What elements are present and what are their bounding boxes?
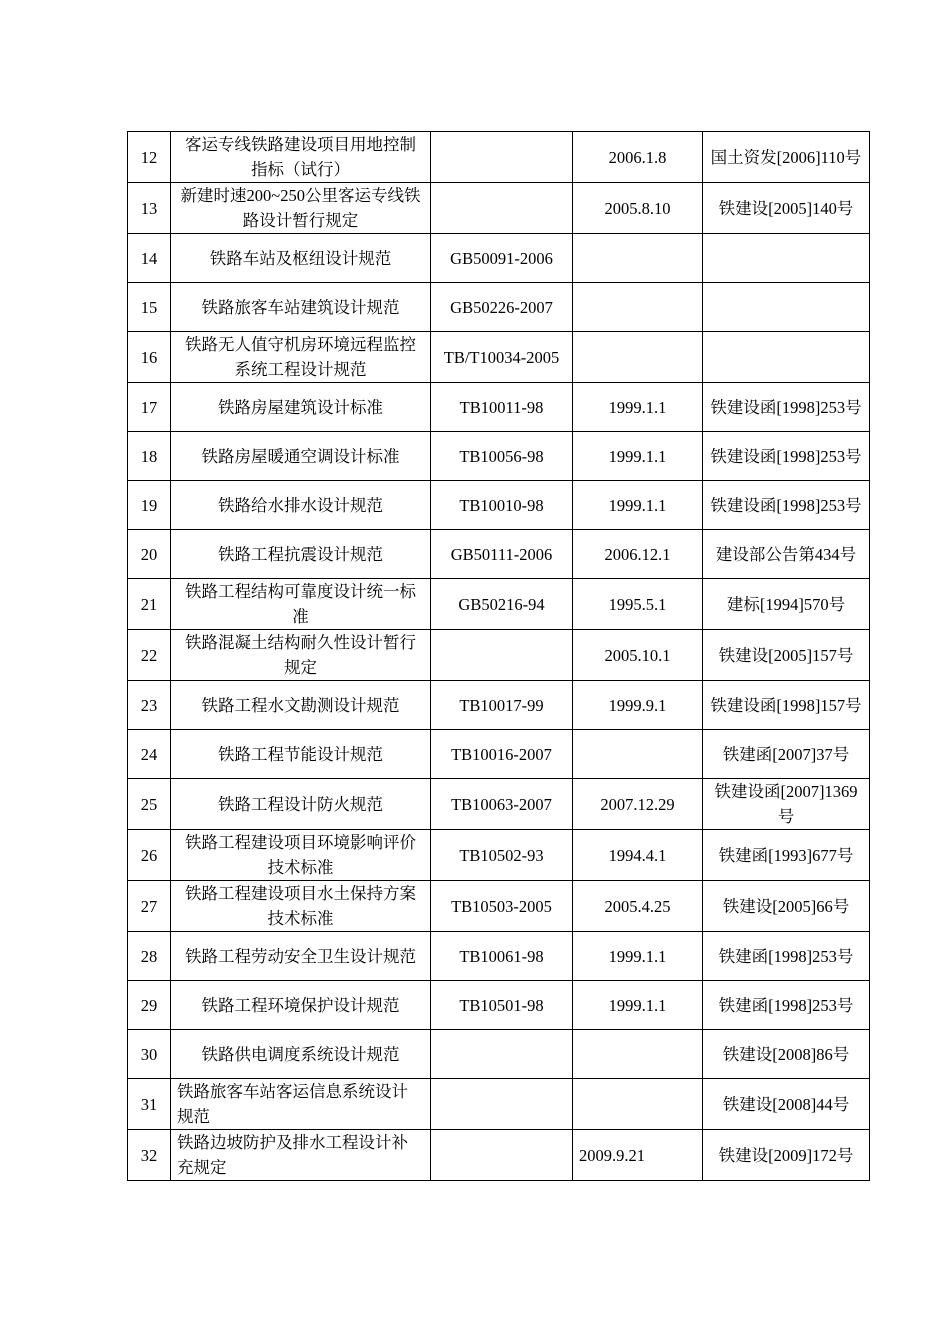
document-number: 铁建函[1998]253号 — [703, 981, 870, 1030]
table-row — [128, 530, 870, 579]
effective-date: 2005.4.25 — [573, 881, 703, 932]
standard-name: 铁路房屋建筑设计标准 — [171, 383, 431, 432]
table-row — [128, 830, 870, 881]
row-number: 24 — [128, 730, 171, 779]
document-number: 铁建设[2005]157号 — [703, 630, 870, 681]
table-row — [128, 1079, 870, 1130]
standard-code: TB10016-2007 — [431, 730, 573, 779]
standard-code: GB50091-2006 — [431, 234, 573, 283]
document-number: 铁建设[2005]140号 — [703, 183, 870, 234]
table-row — [128, 730, 870, 779]
document-number — [703, 283, 870, 332]
standard-name: 铁路旅客车站建筑设计规范 — [171, 283, 431, 332]
effective-date: 2006.1.8 — [573, 132, 703, 183]
table-row — [128, 383, 870, 432]
standard-code: GB50111-2006 — [431, 530, 573, 579]
standard-code — [431, 1130, 573, 1181]
effective-date — [573, 332, 703, 383]
standard-name: 铁路工程设计防火规范 — [171, 779, 431, 830]
table-row — [128, 1130, 870, 1181]
standard-name: 铁路工程劳动安全卫生设计规范 — [171, 932, 431, 981]
document-number: 铁建设函[1998]253号 — [703, 481, 870, 530]
document-number: 铁建设函[2007]1369号 — [703, 779, 870, 830]
standard-code — [431, 183, 573, 234]
row-number: 20 — [128, 530, 171, 579]
standard-name: 铁路工程建设项目环境影响评价技术标准 — [171, 830, 431, 881]
standard-code — [431, 1079, 573, 1130]
standard-name: 客运专线铁路建设项目用地控制指标（试行） — [171, 132, 431, 183]
row-number: 16 — [128, 332, 171, 383]
row-number: 32 — [128, 1130, 171, 1181]
row-number: 18 — [128, 432, 171, 481]
document-number: 建标[1994]570号 — [703, 579, 870, 630]
table-row — [128, 481, 870, 530]
effective-date: 2009.9.21 — [573, 1130, 703, 1181]
row-number: 17 — [128, 383, 171, 432]
standard-code: TB10010-98 — [431, 481, 573, 530]
standard-name: 铁路工程节能设计规范 — [171, 730, 431, 779]
effective-date: 2005.10.1 — [573, 630, 703, 681]
document-number: 铁建设[2008]86号 — [703, 1030, 870, 1079]
row-number: 23 — [128, 681, 171, 730]
standard-name: 铁路工程建设项目水土保持方案技术标准 — [171, 881, 431, 932]
standards-table-body — [128, 132, 870, 1181]
effective-date — [573, 1030, 703, 1079]
table-row — [128, 132, 870, 183]
standard-code: TB10502-93 — [431, 830, 573, 881]
table-row — [128, 283, 870, 332]
standard-code: TB/T10034-2005 — [431, 332, 573, 383]
standard-code — [431, 1030, 573, 1079]
standard-code: TB10503-2005 — [431, 881, 573, 932]
document-number: 铁建设[2005]66号 — [703, 881, 870, 932]
effective-date — [573, 730, 703, 779]
row-number: 12 — [128, 132, 171, 183]
row-number: 25 — [128, 779, 171, 830]
document-number: 铁建函[1993]677号 — [703, 830, 870, 881]
row-number: 28 — [128, 932, 171, 981]
effective-date — [573, 1079, 703, 1130]
standard-name: 铁路旅客车站客运信息系统设计规范 — [171, 1079, 431, 1130]
standards-table — [127, 131, 870, 1181]
document-number — [703, 332, 870, 383]
standard-code: GB50216-94 — [431, 579, 573, 630]
table-row — [128, 681, 870, 730]
effective-date: 1994.4.1 — [573, 830, 703, 881]
table-row — [128, 183, 870, 234]
effective-date: 1999.9.1 — [573, 681, 703, 730]
row-number: 26 — [128, 830, 171, 881]
table-row — [128, 630, 870, 681]
document-number: 铁建设函[1998]253号 — [703, 383, 870, 432]
table-row — [128, 234, 870, 283]
standard-name: 铁路供电调度系统设计规范 — [171, 1030, 431, 1079]
effective-date — [573, 234, 703, 283]
effective-date: 2007.12.29 — [573, 779, 703, 830]
table-row — [128, 881, 870, 932]
effective-date: 2005.8.10 — [573, 183, 703, 234]
standard-code: TB10011-98 — [431, 383, 573, 432]
document-number: 铁建函[1998]253号 — [703, 932, 870, 981]
standard-name: 铁路工程抗震设计规范 — [171, 530, 431, 579]
standard-code: TB10063-2007 — [431, 779, 573, 830]
effective-date: 1999.1.1 — [573, 981, 703, 1030]
standard-code: TB10061-98 — [431, 932, 573, 981]
standard-name: 铁路混凝土结构耐久性设计暂行规定 — [171, 630, 431, 681]
effective-date: 1999.1.1 — [573, 383, 703, 432]
document-number: 建设部公告第434号 — [703, 530, 870, 579]
standard-name: 铁路车站及枢纽设计规范 — [171, 234, 431, 283]
table-row — [128, 432, 870, 481]
table-row — [128, 779, 870, 830]
row-number: 27 — [128, 881, 171, 932]
row-number: 31 — [128, 1079, 171, 1130]
table-row — [128, 1030, 870, 1079]
row-number: 21 — [128, 579, 171, 630]
document-number: 铁建函[2007]37号 — [703, 730, 870, 779]
row-number: 29 — [128, 981, 171, 1030]
standard-name: 铁路工程结构可靠度设计统一标准 — [171, 579, 431, 630]
standard-code: GB50226-2007 — [431, 283, 573, 332]
table-row — [128, 932, 870, 981]
document-number — [703, 234, 870, 283]
table-row — [128, 332, 870, 383]
row-number: 30 — [128, 1030, 171, 1079]
standard-code — [431, 132, 573, 183]
effective-date: 1999.1.1 — [573, 932, 703, 981]
standard-name: 铁路工程水文勘测设计规范 — [171, 681, 431, 730]
standard-name: 铁路房屋暖通空调设计标准 — [171, 432, 431, 481]
standard-code: TB10056-98 — [431, 432, 573, 481]
standard-code — [431, 630, 573, 681]
document-number: 铁建设函[1998]157号 — [703, 681, 870, 730]
document-number: 铁建设[2009]172号 — [703, 1130, 870, 1181]
standard-code: TB10501-98 — [431, 981, 573, 1030]
standard-name: 铁路无人值守机房环境远程监控系统工程设计规范 — [171, 332, 431, 383]
standard-name: 铁路工程环境保护设计规范 — [171, 981, 431, 1030]
effective-date — [573, 283, 703, 332]
table-row — [128, 579, 870, 630]
row-number: 15 — [128, 283, 171, 332]
effective-date: 1999.1.1 — [573, 432, 703, 481]
standard-name: 新建时速200~250公里客运专线铁路设计暂行规定 — [171, 183, 431, 234]
standard-name: 铁路边坡防护及排水工程设计补充规定 — [171, 1130, 431, 1181]
table-row — [128, 981, 870, 1030]
standard-name: 铁路给水排水设计规范 — [171, 481, 431, 530]
effective-date: 2006.12.1 — [573, 530, 703, 579]
effective-date: 1999.1.1 — [573, 481, 703, 530]
row-number: 13 — [128, 183, 171, 234]
effective-date: 1995.5.1 — [573, 579, 703, 630]
row-number: 14 — [128, 234, 171, 283]
document-number: 铁建设[2008]44号 — [703, 1079, 870, 1130]
row-number: 22 — [128, 630, 171, 681]
document-number: 铁建设函[1998]253号 — [703, 432, 870, 481]
row-number: 19 — [128, 481, 171, 530]
document-number: 国土资发[2006]110号 — [703, 132, 870, 183]
standard-code: TB10017-99 — [431, 681, 573, 730]
